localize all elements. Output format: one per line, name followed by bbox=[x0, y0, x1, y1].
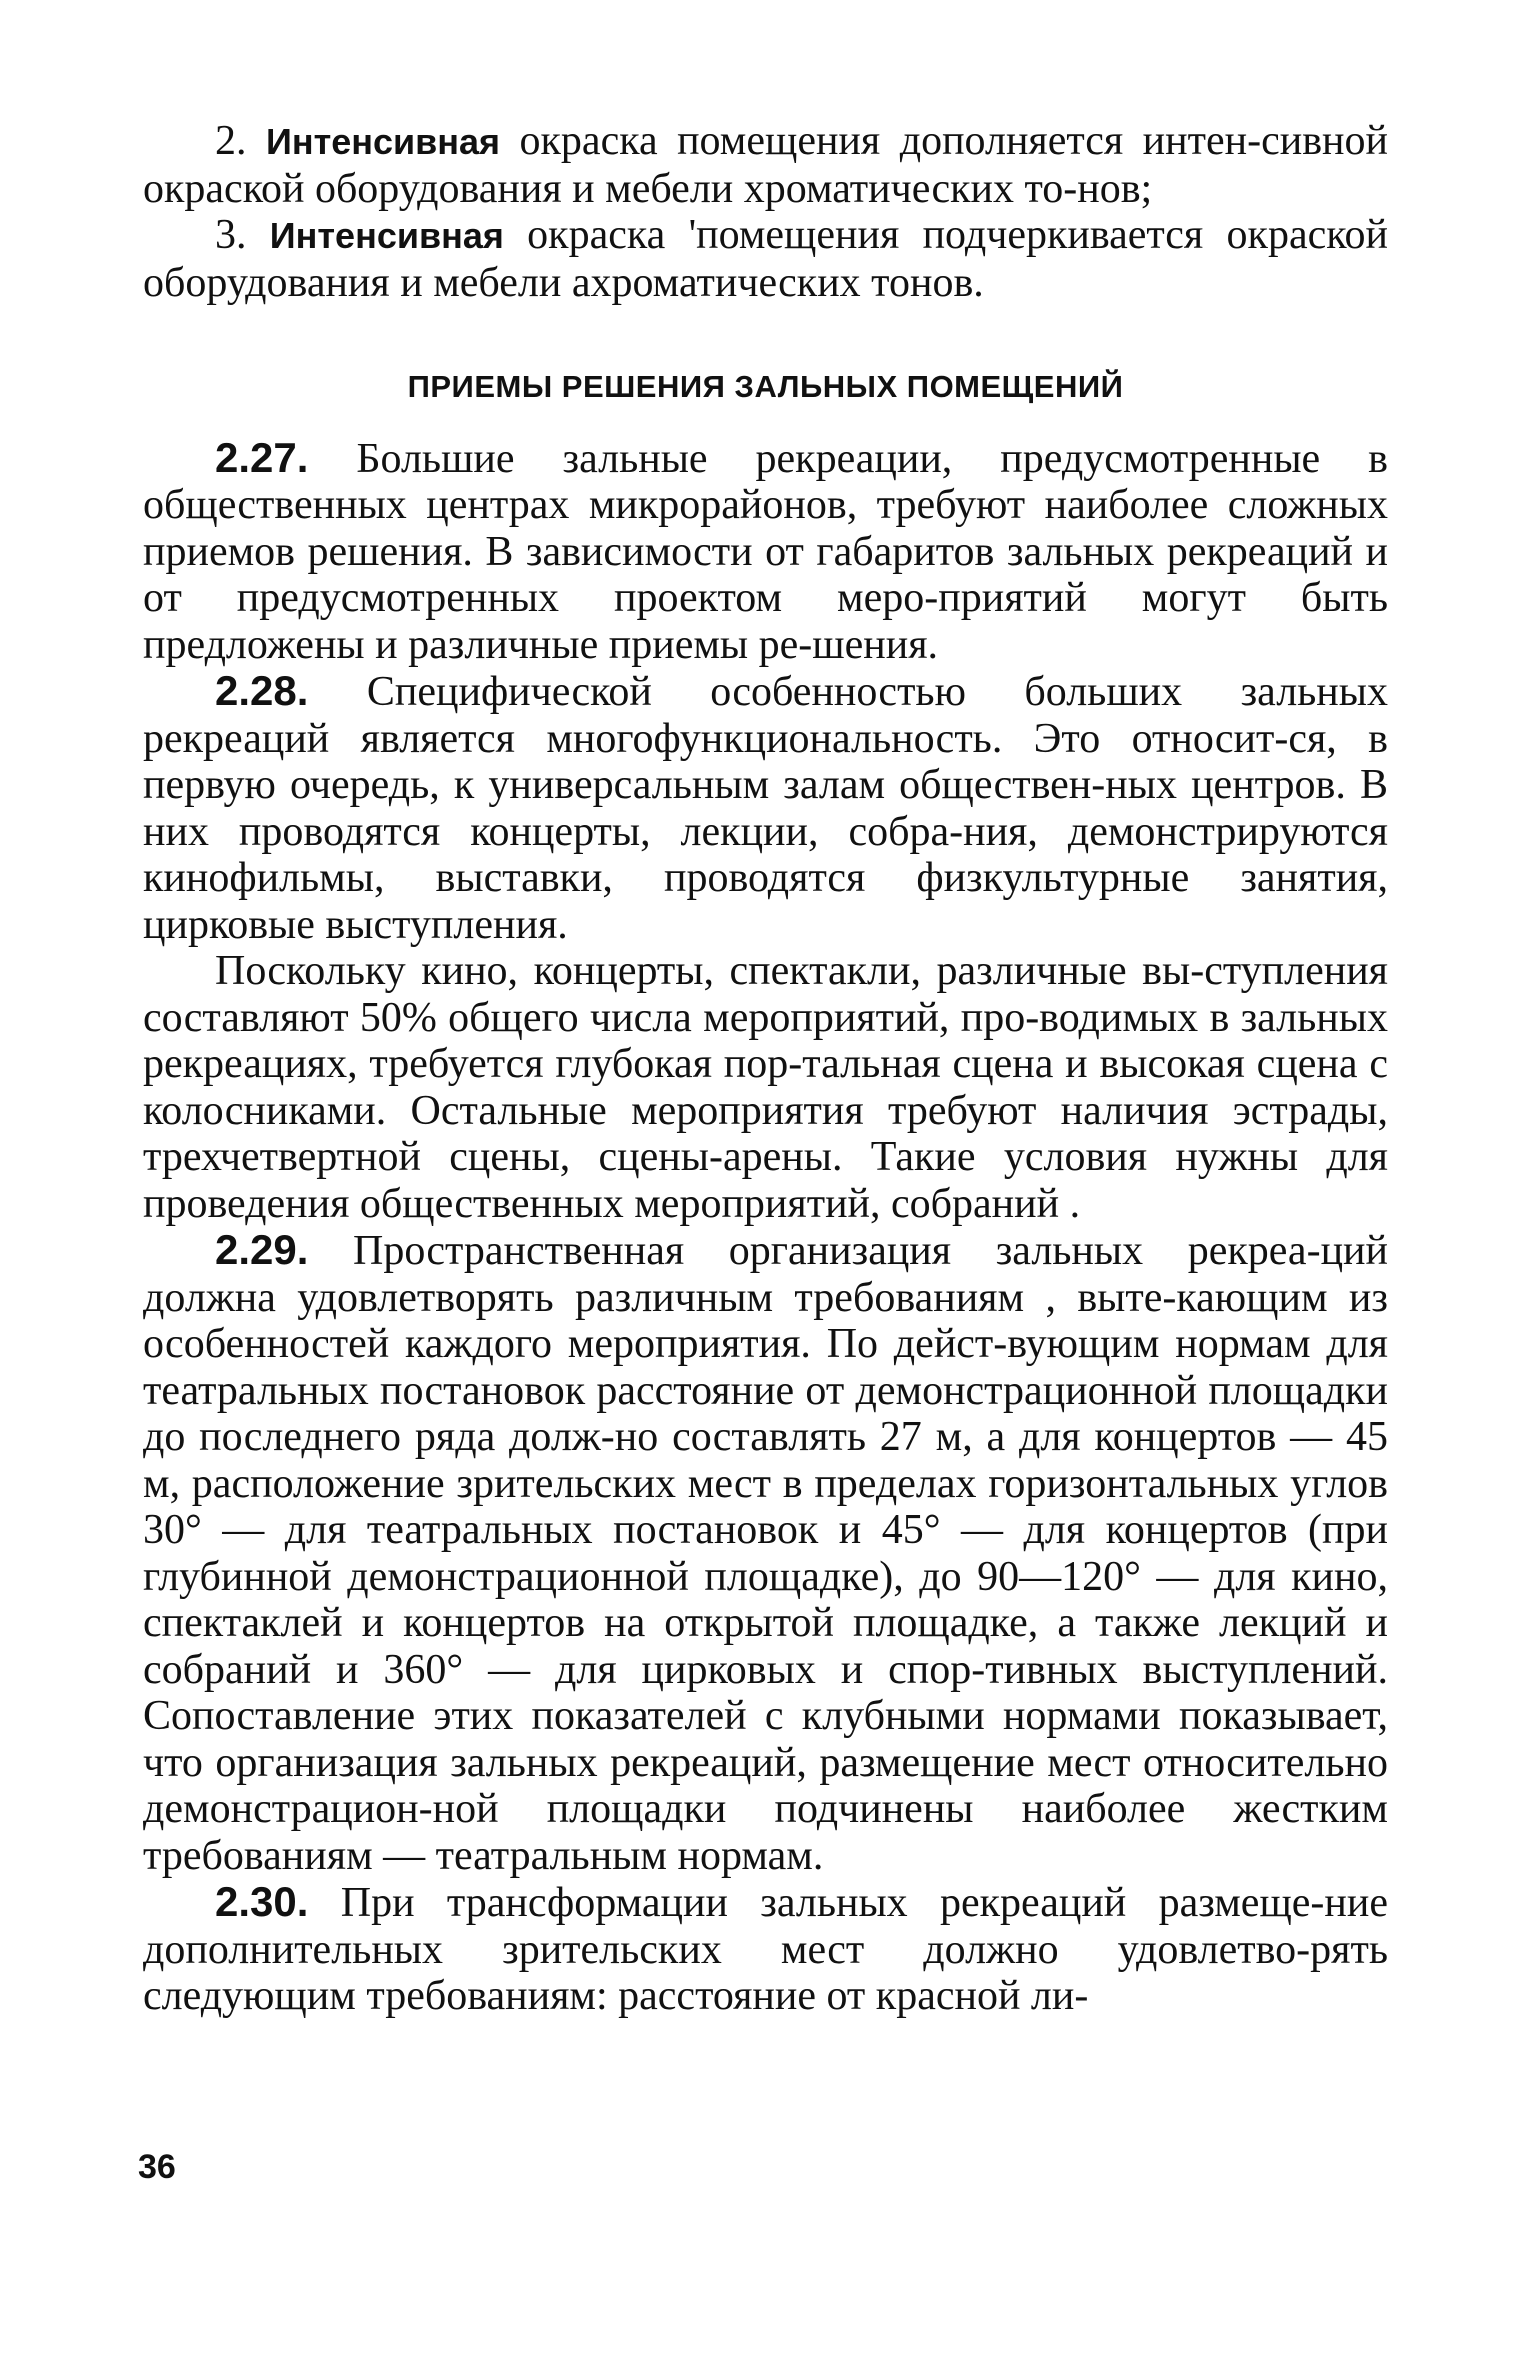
item-number: 2. bbox=[215, 118, 247, 164]
paragraph-2-30 bbox=[143, 1879, 1388, 2020]
paragraph-text: При трансформации зальных рекреаций размеще-ние дополнительных зрительских мест должно удовлетво-рять следующим требованиям: расстояние от красной ли- bbox=[143, 1880, 1389, 2019]
paragraph-number: 2.28. bbox=[215, 667, 309, 714]
item-text: окраска 'помещения подчеркивается окраской оборудования и мебели ахроматических тонов. bbox=[143, 212, 1388, 306]
paragraph-text: Поскольку кино, концерты, спектакли, различные вы-ступления составляют 50% общего числа мероприятий, про-водимых в зальных рекреациях, требуется глубокая пор-тальная сцена и высокая сцена с колосниками. Остальные мероприятия требуют наличия эстрады, трехчетвертной сцены, сцены-арены. Такие условия нужны для проведения общественных мероприятий, собраний . bbox=[143, 948, 1388, 1227]
section-title: ПРИЕМЫ РЕШЕНИЯ ЗАЛЬНЫХ ПОМЕЩЕНИЙ bbox=[407, 369, 1124, 404]
item-lead: Интенсивная bbox=[269, 215, 504, 256]
paragraph-text: Большие зальные рекреации, предусмотренные в общественных центрах микрорайонов, требуют наиболее сложных приемов решения. В зависимости от габаритов зальных рекреаций и от предусмотренных проектом меро-приятий могут быть предложены и различные приемы ре-шения. bbox=[143, 435, 1389, 668]
paragraph-number: 2.30. bbox=[215, 1878, 309, 1925]
paragraph-continuation bbox=[143, 948, 1388, 1227]
page-number: 36 bbox=[138, 2148, 176, 2186]
paragraph-text: Пространственная организация зальных рекреа-ций должна удовлетворять различным требованиям , выте-кающим из особенностей каждого мероприятия. По дейст-вующим нормам для театральных постановок расстояние от демонстрационной площадки до последнего ряда долж-но составлять 27 м, а для концертов — 45 м, расположение зрительских мест в пределах горизонтальных углов 30° — для театральных постановок и 45° — для концертов (при глубинной демонстрационной площадке), до 90—120° — для кино, спектаклей и концертов на открытой площадке, а также лекций и собраний и 360° — для цирковых и спор-тивных выступлений. Сопоставление этих показателей с клубными нормами показывает, что организация зальных рекреаций, размещение мест относительно демонстрацион-ной площадки подчинены наиболее жестким требованиям — театральным нормам. bbox=[143, 1228, 1388, 1879]
item-lead: Интенсивная bbox=[265, 121, 501, 162]
item-text: окраска помещения дополняется интен-сивной окраской оборудования и мебели хроматических то-нов; bbox=[143, 118, 1388, 212]
list-item-3 bbox=[143, 212, 1388, 306]
page-content bbox=[143, 118, 1388, 2020]
paragraph-2-28 bbox=[143, 668, 1388, 948]
paragraph-2-29 bbox=[143, 1227, 1388, 1879]
item-number: 3. bbox=[215, 212, 247, 258]
paragraph-text: Специфической особенностью больших зальных рекреаций является многофункциональность. Это относит-ся, в первую очередь, к универсальным залам обществен-ных центров. В них проводятся концерты, лекции, собра-ния, демонстрируются кинофильмы, выставки, проводятся физкультурные занятия, цирковые выступления. bbox=[143, 669, 1389, 948]
paragraph-number: 2.27. bbox=[215, 433, 309, 481]
list-item-2 bbox=[143, 118, 1388, 212]
paragraph-number: 2.29. bbox=[215, 1226, 309, 1273]
paragraph-2-27 bbox=[143, 435, 1388, 669]
